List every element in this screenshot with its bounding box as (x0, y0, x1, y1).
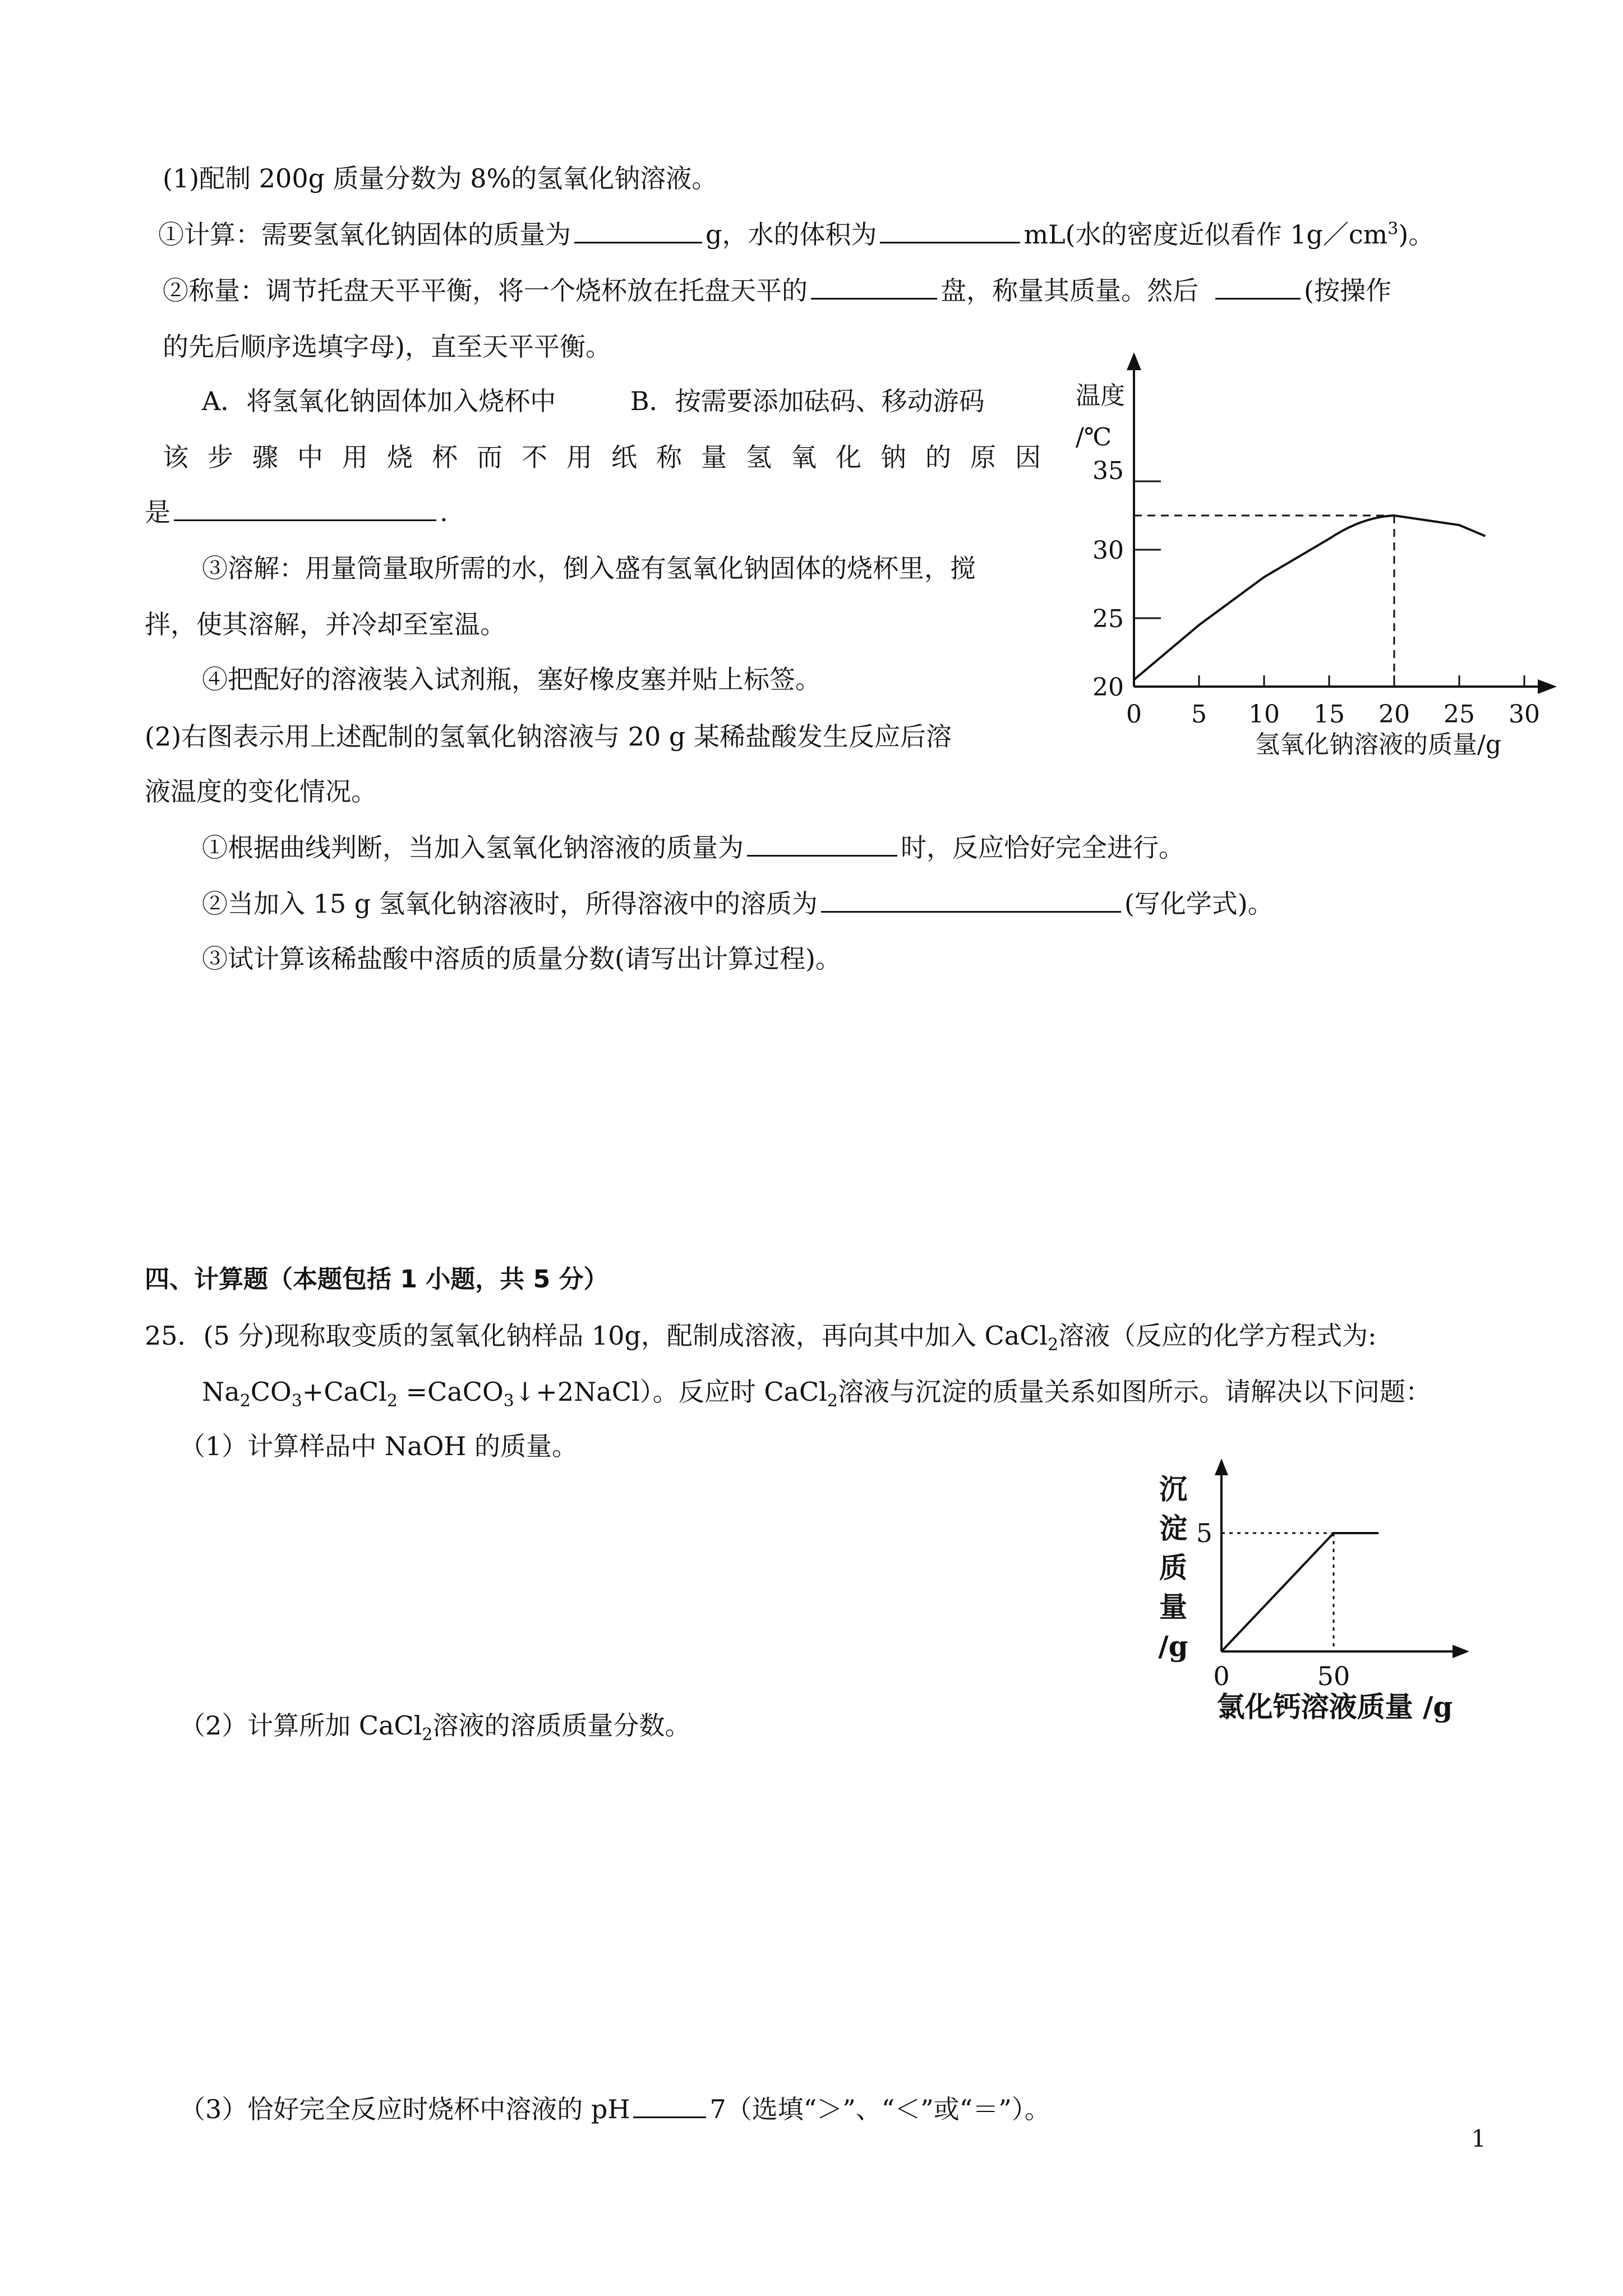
y-axis-arrow (1127, 352, 1141, 370)
weigh-line: ②称量：调节托盘天平平衡，将一个烧杯放在托盘天平的 盘，称量其质量。然后 (按操作 (163, 273, 1391, 308)
y-axis-unit: /℃ (1076, 423, 1112, 452)
y-tick-label-2: 5 (1196, 1518, 1212, 1548)
answer-blank-solute[interactable] (821, 886, 1121, 913)
q2-1-line: ①根据曲线判断，当加入氢氧化钠溶液的质量为 时，反应恰好完全进行。 (202, 830, 1184, 865)
answer-blank-order[interactable] (1215, 273, 1301, 300)
option-b: B．按需要添加砝码、移动游码 (630, 386, 985, 416)
y-tick-label: 20 (1092, 673, 1124, 702)
option-a: A．将氢氧化钠固体加入烧杯中 (202, 386, 556, 416)
answer-blank-water-volume[interactable] (880, 217, 1020, 243)
y-axis-arrow-2 (1215, 1458, 1228, 1475)
section-heading: 四、计算题（本题包括 1 小题，共 5 分） (145, 1265, 608, 1294)
x-tick-label: 0 (1126, 700, 1142, 729)
answer-blank-naoh-mass[interactable] (574, 217, 702, 243)
y-axis-label-2: 沉 (1159, 1473, 1187, 1506)
x-tick-label: 25 (1444, 700, 1475, 729)
q2-3-line: ③试计算该稀盐酸中溶质的质量分数(请写出计算过程)。 (202, 944, 841, 974)
q2-line: (2)右图表示用上述配制的氢氧化钠溶液与 20 g 某稀盐酸发生反应后溶 (145, 721, 952, 752)
x-tick-label-2: 50 (1317, 1661, 1350, 1691)
x-axis-arrow-2 (1453, 1645, 1469, 1658)
sub-question-1: （1）计算样品中 NaOH 的质量。 (179, 1431, 578, 1461)
precipitate-line (1221, 1533, 1378, 1651)
x-tick-label: 30 (1509, 700, 1540, 729)
calc-line: ①计算：需要氢氧化钠固体的质量为 g，水的体积为 mL(水的密度近似看作 $1g/cm^3$)。 (158, 217, 1434, 252)
reason-answer-line: 是 . (145, 495, 448, 530)
q25-line: 25．(5 分)现称取变质的氢氧化钠样品 10g，配制成溶液，再向其中加入 CaCl$_2$溶液（反应的化学方程式为: (145, 1320, 1377, 1355)
answer-blank-ph[interactable] (633, 2092, 706, 2118)
y-axis-label-2: 淀 (1159, 1512, 1187, 1545)
x-tick-label-2: 0 (1213, 1661, 1230, 1691)
sub-question-2: （2）计算所加 CaCl$_2$溶液的溶质质量分数。 (179, 1710, 691, 1745)
x-axis-label: 氢氧化钠溶液的质量/g (1255, 730, 1501, 759)
reason-line: 该步骤中用烧杯而不用纸称量氢氧化钠的原因 (163, 442, 1060, 472)
y-axis-label-2: 质 (1159, 1551, 1187, 1584)
answer-blank-pan[interactable] (811, 273, 937, 300)
x-axis-label-2: 氯化钙溶液质量 /g (1216, 1690, 1453, 1723)
q2-cont: 液温度的变化情况。 (145, 776, 377, 807)
y-axis-label: 温度 (1076, 381, 1125, 410)
q2-2-line: ②当加入 15 g 氢氧化钠溶液时，所得溶液中的溶质为 (写化学式)。 (202, 886, 1274, 921)
equation-line: $Na_2CO_3+CaCl_2$ =CaCO$_3$↓+2NaCl）。反应时 CaCl$_2$溶液与沉淀的质量关系如图所示。请解决以下问题： (202, 1377, 1431, 1411)
y-tick-label: 30 (1092, 536, 1124, 565)
sub-question-3: （3）恰好完全反应时烧杯中溶液的 pH 7（选填“＞”、“＜”或“＝”）。 (179, 2092, 1050, 2127)
x-tick-label: 10 (1248, 700, 1280, 729)
bottle-line: ④把配好的溶液装入试剂瓶，塞好橡皮塞并贴上标签。 (202, 664, 821, 694)
dissolve-cont: 拌，使其溶解，并冷却至室温。 (145, 609, 506, 639)
page-number: 1 (1471, 2125, 1486, 2152)
answer-blank-mass[interactable] (747, 830, 897, 857)
options-line (202, 384, 985, 418)
answer-blank-reason[interactable] (174, 495, 436, 521)
q1-title: (1)配制 200g 质量分数为 8%的氢氧化钠溶液。 (163, 163, 718, 194)
x-axis-arrow (1538, 679, 1557, 694)
temperature-curve (1134, 516, 1485, 680)
y-tick-label: 25 (1092, 605, 1124, 633)
y-axis-label-2: 量 (1159, 1590, 1187, 1623)
x-tick-label: 15 (1313, 700, 1345, 729)
x-tick-label: 20 (1378, 700, 1410, 729)
y-axis-label-2: /g (1158, 1630, 1188, 1663)
dissolve-line: ③溶解：用量筒量取所需的水，倒入盛有氢氧化钠固体的烧杯里，搅 (202, 553, 976, 583)
y-tick-label: 35 (1092, 457, 1124, 485)
weigh-cont: 的先后顺序选填字母)，直至天平平衡。 (163, 332, 611, 362)
x-tick-label: 5 (1191, 700, 1207, 729)
